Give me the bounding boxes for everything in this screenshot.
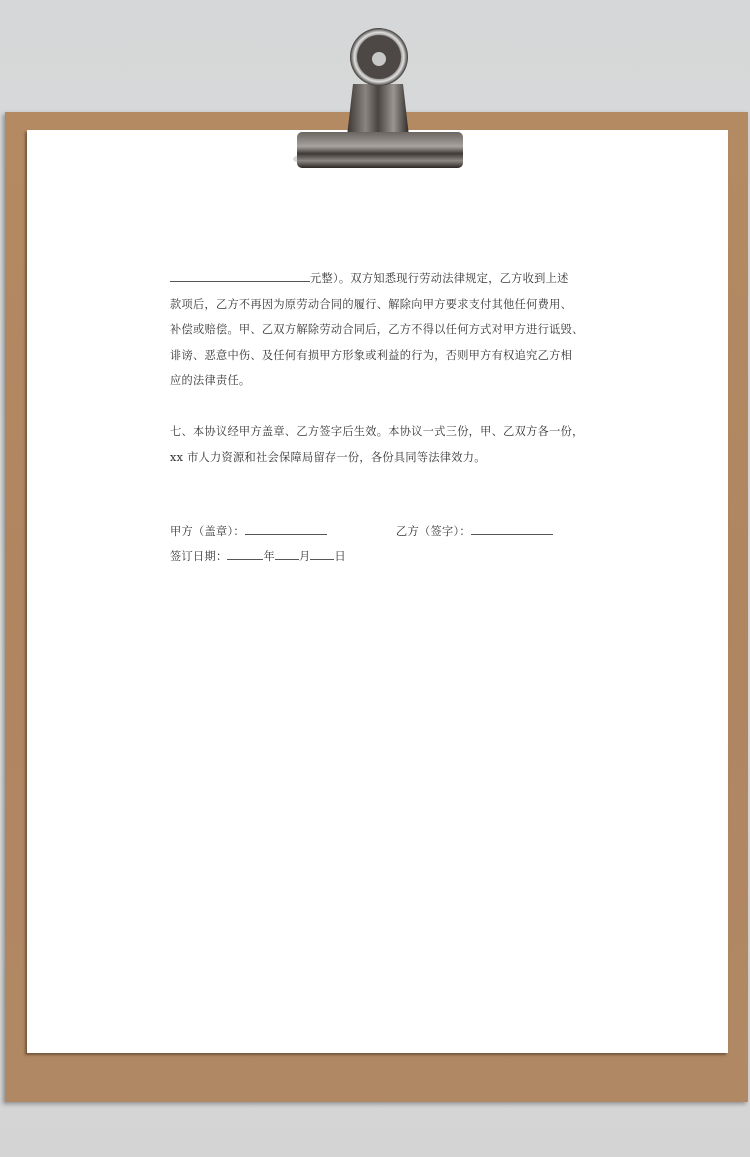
party-a-blank[interactable] xyxy=(245,522,327,535)
text-line: 补偿或赔偿。甲、乙双方解除劳动合同后，乙方不得以任何方式对甲方进行诋毁、 xyxy=(170,323,584,337)
text-line: xx 市人力资源和社会保障局留存一份，各份具同等法律效力。 xyxy=(170,450,486,464)
text-line: 款项后，乙方不再因为原劳动合同的履行、解除向甲方要求支付其他任何费用、 xyxy=(170,297,573,311)
paragraph-settlement xyxy=(170,266,585,394)
party-b-label: 乙方（签字）： xyxy=(396,525,471,538)
amount-blank[interactable] xyxy=(170,269,310,282)
document-body xyxy=(170,266,585,470)
party-a-label: 甲方（盖章）： xyxy=(170,525,245,538)
party-b-blank[interactable] xyxy=(471,522,553,535)
day-label: 日 xyxy=(334,550,346,563)
party-b-signature xyxy=(396,519,553,544)
date-label: 签订日期： xyxy=(170,550,228,563)
text-line: 应的法律责任。 xyxy=(170,374,251,388)
month-label: 月 xyxy=(298,550,311,563)
party-a-signature xyxy=(170,519,327,544)
day-blank[interactable] xyxy=(310,547,334,560)
year-blank[interactable] xyxy=(227,547,263,560)
signature-block xyxy=(170,519,590,569)
binder-clip-icon xyxy=(285,24,465,172)
month-blank[interactable] xyxy=(275,547,299,560)
signing-date xyxy=(170,544,590,569)
text-line: 七、本协议经甲方盖章、乙方签字后生效。本协议一式三份，甲、乙双方各一份， xyxy=(170,424,584,438)
text-line: 元整）。双方知悉现行劳动法律规定，乙方收到上述 xyxy=(310,272,569,285)
paragraph-effectiveness xyxy=(170,419,585,470)
text-line: 诽谤、恶意中伤、及任何有损甲方形象或利益的行为，否则甲方有权追究乙方相 xyxy=(170,348,573,362)
year-label: 年 xyxy=(263,550,275,563)
